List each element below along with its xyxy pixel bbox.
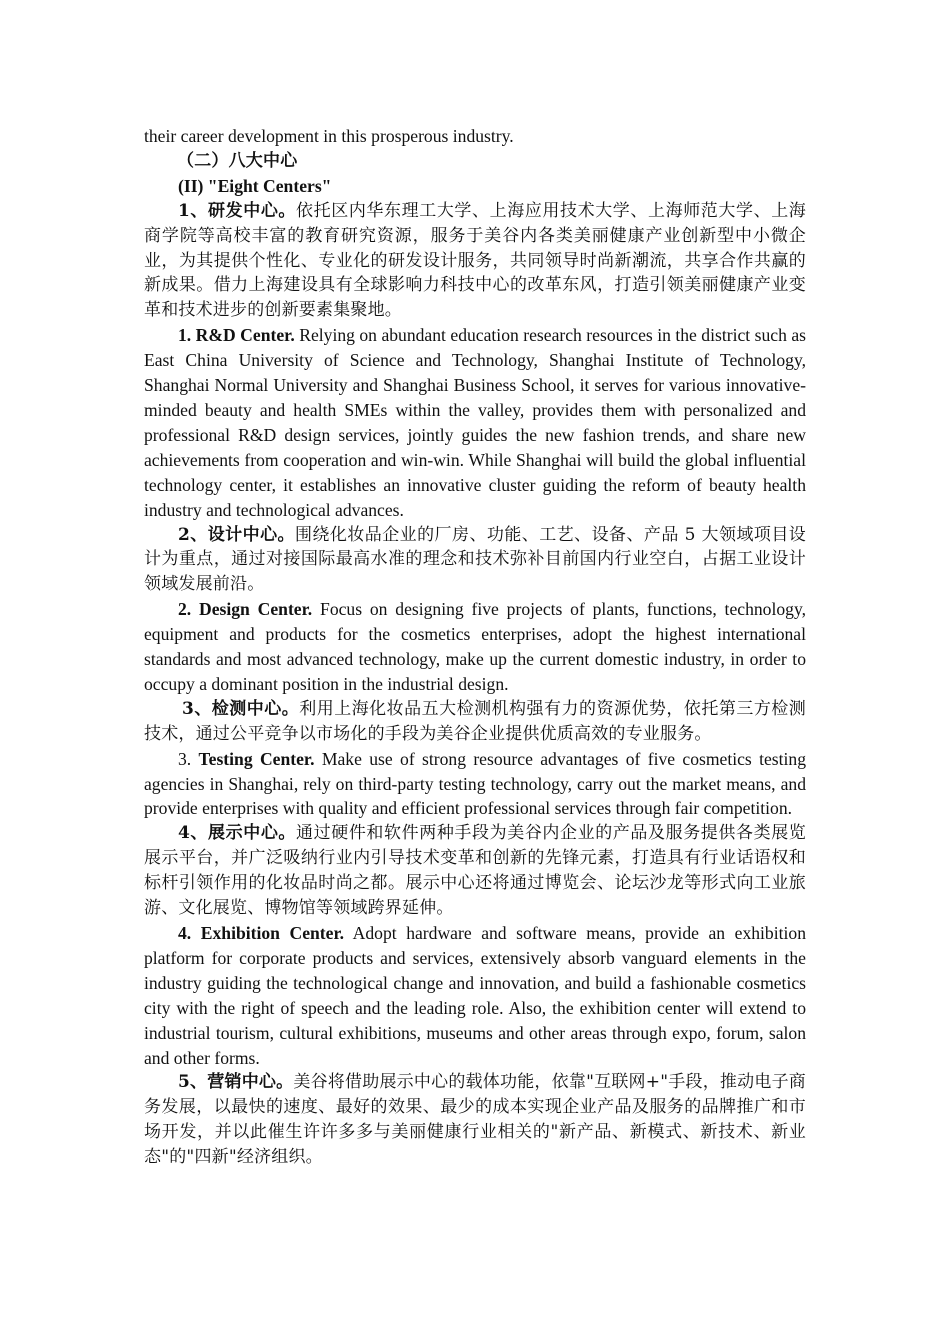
rd-center-zh-title: 1、研发中心。 — [178, 200, 297, 221]
exhibition-center-en-title: 4. Exhibition Center. — [178, 923, 345, 943]
testing-center-en-number: 3. — [178, 748, 199, 769]
testing-center-en-paragraph — [144, 747, 806, 822]
design-center-en-body: Focus on designing five projects of plants, functions, technology, equipment and products for the cosmetics enterprises, adopt the highest international standards and most advanced technology, make up the current domestic industry, in order to occupy a dominant position in the industrial design. — [144, 599, 806, 694]
rd-center-zh-paragraph — [144, 199, 806, 324]
testing-center-en-title: Testing Center. — [198, 748, 315, 769]
rd-center-en-body: Relying on abundant education research resources in the district such as East China University of Science and Technology, Shanghai Institute of Technology, Shanghai Normal University and Shanghai Business School, it serves for various innovative-minded beauty and health SMEs within the valley, provides them with personalized and professional R&D design services, jointly guides the new fashion trends, and share new achievements from cooperation and win-win. While Shanghai will build the global influential technology center, it establishes an innovative cluster guiding the reform of beauty health industry and technological advances. — [144, 325, 806, 520]
design-center-zh-title: 2、设计中心。 — [178, 524, 295, 545]
testing-center-zh-title: 3、检测中心。 — [182, 698, 300, 719]
design-center-en-paragraph — [144, 597, 806, 697]
intro-tail-paragraph: their career development in this prosperous industry. — [144, 126, 514, 146]
rd-center-zh-body: 依托区内华东理工大学、上海应用技术大学、上海师范大学、上海商学院等高校丰富的教育研究资源，服务于美谷内各类美丽健康产业创新型中小微企业，为其提供个性化、专业化的研发设计服务，共同领导时尚新潮流，共享合作共赢的新成果。借力上海建设具有全球影响力科技中心的改革东风，打造引领美丽健康产业变革和技术进步的创新要素集聚地。 — [144, 200, 806, 321]
section-heading-en: (II) "Eight Centers" — [178, 175, 332, 196]
exhibition-center-zh-body: 通过硬件和软件两种手段为美谷内企业的产品及服务提供各类展览展示平台，并广泛吸纳行业内引导技术变革和创新的先锋元素，打造具有行业话语权和标杆引领作用的化妆品时尚之都。展示中心还将通过博览会、论坛沙龙等形式向工业旅游、文化展览、博物馆等领域跨界延伸。 — [144, 823, 806, 919]
design-center-zh-paragraph — [144, 523, 806, 598]
testing-center-zh-body: 利用上海化妆品五大检测机构强有力的资源优势，依托第三方检测技术，通过公平竞争以市场化的手段为美谷企业提供优质高效的专业服务。 — [144, 698, 806, 744]
exhibition-center-en-paragraph — [144, 921, 806, 1070]
rd-center-en-paragraph — [144, 323, 806, 522]
document-page — [144, 124, 806, 1170]
exhibition-center-zh-title: 4、展示中心。 — [178, 823, 297, 844]
rd-center-en-title: 1. R&D Center. — [178, 325, 295, 346]
exhibition-center-zh-paragraph — [144, 821, 806, 921]
marketing-center-zh-title: 5、营销中心。 — [178, 1072, 294, 1093]
testing-center-zh-paragraph — [144, 697, 806, 747]
design-center-zh-body: 围绕化妆品企业的厂房、功能、工艺、设备、产品 5 大领域项目设计为重点，通过对接国际最高水准的理念和技术弥补目前国内行业空白，占据工业设计领域发展前沿。 — [144, 524, 806, 595]
design-center-en-title: 2. Design Center. — [178, 599, 313, 620]
marketing-center-zh-body: 美谷将借助展示中心的载体功能，依靠"互联网+"手段，推动电子商务发展，以最快的速度、最好的效果、最少的成本实现企业产品及服务的品牌推广和市场开发，并以此催生许许多多与美丽健康行业相关的"新产品、新模式、新技术、新业态"的"四新"经济组织。 — [144, 1072, 806, 1168]
section-heading-zh: （二）八大中心 — [177, 150, 298, 171]
exhibition-center-en-body: Adopt hardware and software means, provide an exhibition platform for corporate products and services, extensively absorb vanguard elements in the industry guiding the technological change and innovation, and build a fashionable cosmetics city with the right of speech and the leading role. Also, the exhibition center will extend to industrial tourism, cultural exhibitions, museums and other areas through expo, forum, salon and other forms. — [144, 923, 806, 1068]
testing-center-en-body: Make use of strong resource advantages of five cosmetics testing agencies in Shanghai, rely on third-party testing technology, carry out the market means, and provide enterprises with quality and efficient professional services through fair competition. — [144, 748, 807, 819]
marketing-center-zh-paragraph — [144, 1070, 806, 1170]
